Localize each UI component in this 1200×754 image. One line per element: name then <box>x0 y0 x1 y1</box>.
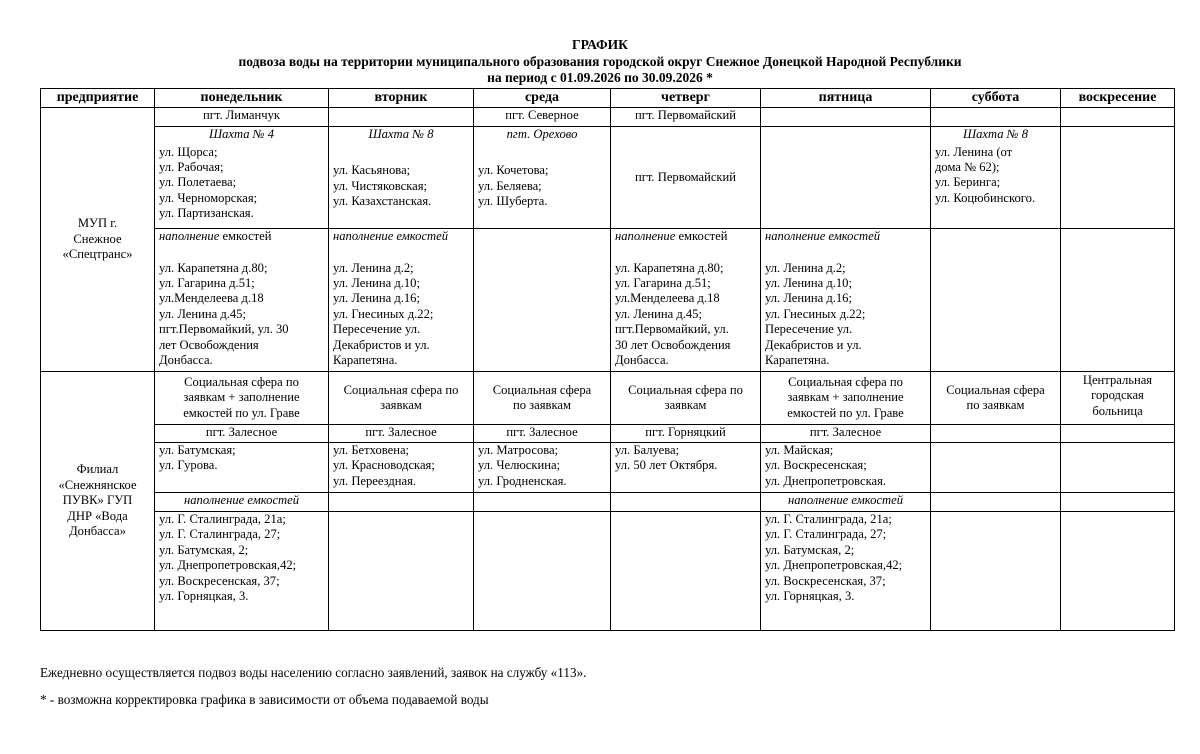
table-cell <box>931 229 1061 372</box>
table-cell <box>1061 229 1175 372</box>
table-cell: пгт. Северное <box>474 108 611 127</box>
table-cell: ул. Батумская; ул. Гурова. <box>155 443 329 493</box>
table-row <box>41 108 1175 127</box>
footnote-asterisk: * - возможна корректировка графика в зависимости от объема подаваемой воды <box>40 692 489 707</box>
table-cell: Социальная сфера по заявкам <box>611 372 761 425</box>
table-cell: Шахта № 8 <box>931 127 1061 145</box>
table-cell <box>1061 108 1175 127</box>
table-cell: ул. Матросова; ул. Челюскина; ул. Гродненская. <box>474 443 611 493</box>
table-cell: ул. Ленина (от дома № 62); ул. Беринга; ул. Коцюбинского. <box>931 145 1061 229</box>
table-cell: пгт. Орехово <box>474 127 611 145</box>
table-cell <box>611 229 761 247</box>
table-cell: Центральная городская больница <box>1061 372 1175 425</box>
table-cell <box>931 493 1061 512</box>
col-header-saturday: суббота <box>931 89 1061 108</box>
table-cell: ул. Карапетяна д.80; ул. Гагарина д.51; ул.Менделеева д.18 ул. Ленина д.45; пгт.Первомайкий, ул. 30 лет Освобождения Донбасса. <box>155 247 329 372</box>
table-cell <box>931 425 1061 443</box>
table-cell <box>931 108 1061 127</box>
table-cell: Шахта № 8 <box>329 127 474 145</box>
table-cell <box>474 493 611 512</box>
col-header-wednesday: среда <box>474 89 611 108</box>
header-row <box>41 89 1175 108</box>
fill-label-normal: емкостей <box>219 229 272 243</box>
footnote-daily: Ежедневно осуществляется подвоз воды населению согласно заявлений, заявок на службу «113». <box>40 665 587 680</box>
table-cell <box>329 108 474 127</box>
table-row <box>41 372 1175 425</box>
fill-label-italic: наполнение <box>615 229 676 243</box>
table-cell <box>1061 127 1175 229</box>
table-cell: ул. Ленина д.2; ул. Ленина д.10; ул. Ленина д.16; ул. Гнесиных д.22; Пересечение ул. Декабристов и ул. Карапетяна. <box>761 247 931 372</box>
table-cell: наполнение емкостей <box>761 229 931 247</box>
table-cell <box>155 229 329 247</box>
document-title: ГРАФИК <box>572 37 628 52</box>
table-cell <box>611 512 761 631</box>
table-cell <box>931 443 1061 493</box>
fill-label-italic: наполнение <box>159 229 220 243</box>
table-cell: пгт. Горняцкий <box>611 425 761 443</box>
table-cell: ул. Щорса; ул. Рабочая; ул. Полетаева; ул. Черноморская; ул. Партизанская. <box>155 145 329 229</box>
table-cell: пгт. Залесное <box>329 425 474 443</box>
col-header-friday: пятница <box>761 89 931 108</box>
table-cell: пгт. Первомайский <box>611 108 761 127</box>
table-cell: Шахта № 4 <box>155 127 329 145</box>
table-row <box>41 145 1175 229</box>
table-cell: Социальная сфера по заявкам + заполнение емкостей по ул. Граве <box>761 372 931 425</box>
table-cell <box>329 493 474 512</box>
table-row <box>41 229 1175 247</box>
water-schedule-table <box>40 88 1175 631</box>
table-cell: Социальная сфера по заявкам <box>931 372 1061 425</box>
table-cell <box>1061 512 1175 631</box>
table-cell <box>931 512 1061 631</box>
table-cell: пгт. Залесное <box>761 425 931 443</box>
table-cell: Социальная сфера по заявкам <box>474 372 611 425</box>
table-cell <box>611 493 761 512</box>
col-header-tuesday: вторник <box>329 89 474 108</box>
table-cell: ул. Балуева; ул. 50 лет Октября. <box>611 443 761 493</box>
table-cell: ул. Майская; ул. Воскресенская; ул. Днепропетровская. <box>761 443 931 493</box>
table-cell: пгт. Залесное <box>155 425 329 443</box>
table-cell <box>761 127 931 229</box>
table-cell: ул. Ленина д.2; ул. Ленина д.10; ул. Ленина д.16; ул. Гнесиных д.22; Пересечение ул. Декабристов и ул. Карапетяна. <box>329 247 474 372</box>
table-cell: ул. Г. Сталинграда, 21а; ул. Г. Сталинграда, 27; ул. Батумская, 2; ул. Днепропетровская,42; ул. Воскресенская, 37; ул. Горняцкая, 3. <box>761 512 931 631</box>
table-cell: ул. Карапетяна д.80; ул. Гагарина д.51; ул.Менделеева д.18 ул. Ленина д.45; пгт.Первомайкий, ул. 30 лет Освобождения Донбасса. <box>611 247 761 372</box>
table-cell: Социальная сфера по заявкам + заполнение емкостей по ул. Граве <box>155 372 329 425</box>
table-cell: ул. Кочетова; ул. Беляева; ул. Шуберта. <box>474 145 611 229</box>
document-period: на период с 01.09.2026 по 30.09.2026 * <box>487 70 713 85</box>
col-header-sunday: воскресение <box>1061 89 1175 108</box>
table-cell: пгт. Лиманчук <box>155 108 329 127</box>
table-cell: пгт. Первомайский <box>611 127 761 229</box>
table-cell: ул. Бетховена; ул. Красноводская; ул. Переездная. <box>329 443 474 493</box>
org-name-puvk: Филиал «Снежнянское ПУВК» ГУП ДНР «Вода Донбасса» <box>41 372 155 631</box>
table-cell <box>1061 493 1175 512</box>
table-cell <box>761 108 931 127</box>
table-row <box>41 127 1175 145</box>
table-row <box>41 425 1175 443</box>
col-header-monday: понедельник <box>155 89 329 108</box>
table-cell: Социальная сфера по заявкам <box>329 372 474 425</box>
table-cell: наполнение емкостей <box>761 493 931 512</box>
table-row <box>41 493 1175 512</box>
table-row <box>41 512 1175 631</box>
table-cell <box>329 512 474 631</box>
col-header-thursday: четверг <box>611 89 761 108</box>
table-cell <box>1061 425 1175 443</box>
table-cell: пгт. Залесное <box>474 425 611 443</box>
table-cell: ул. Г. Сталинграда, 21а; ул. Г. Сталинграда, 27; ул. Батумская, 2; ул. Днепропетровская,42; ул. Воскресенская, 37; ул. Горняцкая, 3. <box>155 512 329 631</box>
table-cell: наполнение емкостей <box>155 493 329 512</box>
table-cell: наполнение емкостей <box>329 229 474 247</box>
table-cell <box>474 229 611 372</box>
col-header-enterprise: предприятие <box>41 89 155 108</box>
table-row <box>41 443 1175 493</box>
document-subtitle: подвоза воды на территории муниципального образования городской округ Снежное Донецкой Народной Республики <box>238 54 962 69</box>
table-cell <box>474 512 611 631</box>
org-name-spectrans: МУП г. Снежное «Спецтранс» <box>41 108 155 372</box>
fill-label-normal: емкостей <box>675 229 728 243</box>
table-cell: ул. Касьянова; ул. Чистяковская; ул. Казахстанская. <box>329 145 474 229</box>
table-cell <box>1061 443 1175 493</box>
